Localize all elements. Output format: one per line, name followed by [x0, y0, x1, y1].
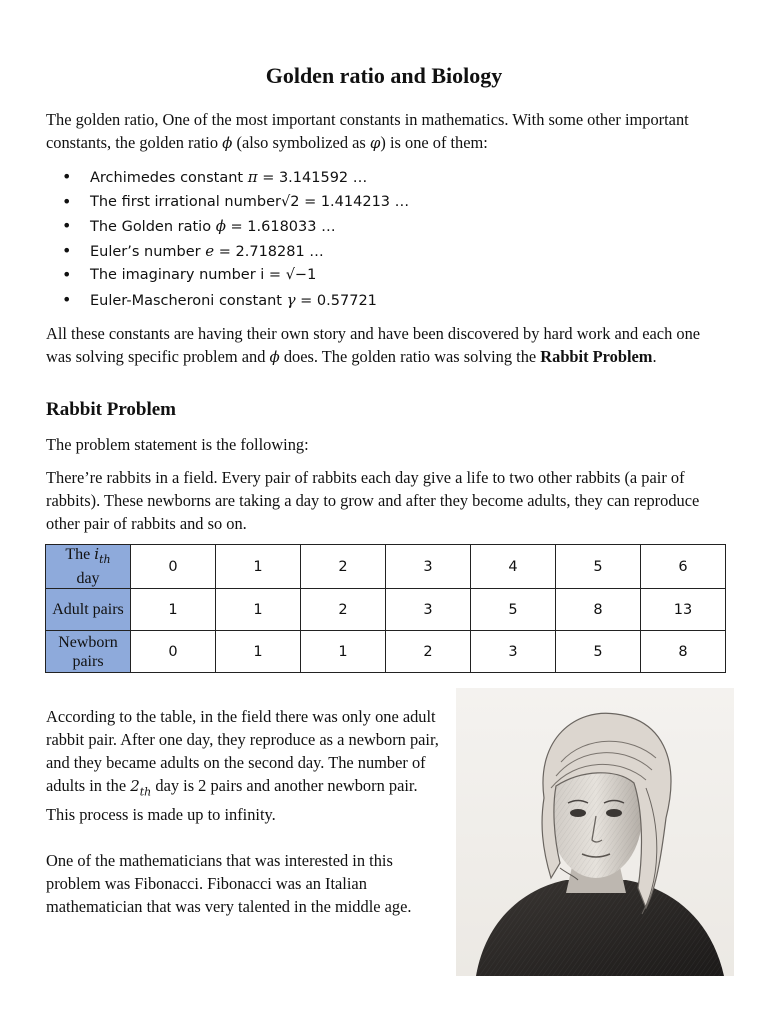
table-cell: 2 [386, 631, 471, 673]
story-text: does. The golden ratio was solving the [279, 347, 541, 366]
constant-value: = 0.57721 [295, 292, 377, 309]
constants-list [62, 165, 409, 313]
constant-symbol: ϕ [215, 217, 226, 236]
table-cell: 1 [216, 631, 301, 673]
ordinal-sub: th [139, 785, 152, 799]
table-cell: 3 [386, 545, 471, 589]
table-cell: 2 [301, 545, 386, 589]
constant-symbol: e [205, 241, 215, 260]
table-cell: 13 [641, 589, 726, 631]
list-item [62, 263, 409, 288]
list-item [62, 214, 409, 239]
intro-paragraph [46, 108, 726, 155]
story-paragraph [46, 322, 726, 369]
table-row [46, 589, 726, 631]
rabbit-table [45, 544, 726, 673]
constant-symbol: √−1 [285, 267, 317, 284]
row-header-day [46, 545, 131, 589]
table-cell: 5 [471, 589, 556, 631]
constant-label: Euler’s number [90, 243, 206, 260]
table-cell: 0 [131, 545, 216, 589]
ordinal-math: 2 [130, 777, 140, 795]
list-item [62, 288, 409, 313]
row-header-newborn: Newborn pairs [46, 631, 131, 673]
constant-symbol: γ [286, 290, 296, 309]
constant-label: The imaginary number i = [90, 267, 286, 284]
row-header-adult: Adult pairs [46, 589, 131, 631]
table-cell: 8 [641, 631, 726, 673]
constant-value: = 2.718281 … [214, 243, 324, 260]
story-text: . [652, 347, 657, 366]
section-heading: Rabbit Problem [46, 399, 177, 420]
explanation-text: day is 2 pairs and another newborn pair. This process is made up to infinity. [46, 776, 418, 825]
header-sub: th [99, 553, 111, 567]
table-cell: 5 [556, 631, 641, 673]
table-cell: 8 [556, 589, 641, 631]
constant-value: = 1.618033 … [225, 219, 336, 236]
table-cell: 1 [301, 631, 386, 673]
table-cell: 6 [641, 545, 726, 589]
fibonacci-paragraph: One of the mathematicians that was interested in this problem was Fibonacci. Fibonacci was an Italian mathematician that was very talented in the middle age. [46, 851, 412, 916]
intro-text: (also symbolized as [232, 133, 370, 152]
constant-symbol: √2 [281, 193, 300, 210]
header-text: day [76, 570, 100, 588]
table-row [46, 631, 726, 673]
table-cell: 5 [556, 545, 641, 589]
intro-text: The golden ratio, One of the most important constants in mathematics. With some other important constants, the golden ratio [46, 110, 689, 152]
problem-statement: There’re rabbits in a field. Every pair of rabbits each day give a life to two other rabbits (a pair of rabbits). These newborns are taking a day to grow and after they become adults, they can reproduce other pair of rabbits and so on. [46, 468, 700, 533]
constant-value: = 1.414213 … [299, 193, 410, 210]
header-text: The [65, 546, 95, 563]
constant-symbol: π [247, 168, 258, 186]
list-item [62, 239, 409, 264]
varphi-symbol: φ [369, 134, 381, 152]
constant-value: = 3.141592 … [257, 170, 368, 186]
table-cell: 2 [301, 589, 386, 631]
phi-symbol: ϕ [222, 134, 233, 152]
phi-symbol: ϕ [269, 348, 280, 366]
table-cell: 0 [131, 631, 216, 673]
table-cell: 1 [216, 545, 301, 589]
fibonacci-portrait [456, 688, 734, 976]
explanation-text: According to the table, in the field there was only one adult rabbit pair. After one day, they reproduce as a newborn pair, and they became adults on the second day. The number of adults in the [46, 707, 439, 795]
constant-label: Archimedes constant [90, 170, 248, 186]
list-item [62, 190, 409, 215]
problem-intro: The problem statement is the following: [46, 435, 309, 454]
constant-label: The Golden ratio [90, 219, 216, 236]
page-title: Golden ratio and Biology [265, 63, 503, 88]
table-row [46, 545, 726, 589]
explanation-paragraph [46, 705, 441, 826]
rabbit-problem-bold: Rabbit Problem [540, 347, 653, 366]
table-cell: 3 [386, 589, 471, 631]
table-cell: 1 [131, 589, 216, 631]
list-item [62, 165, 409, 190]
intro-text: ) is one of them: [380, 133, 488, 152]
header-math: i [94, 545, 100, 563]
table-cell: 3 [471, 631, 556, 673]
constant-label: The first irrational number [90, 193, 281, 210]
story-text: All these constants are having their own story and have been discovered by hard work and each one was solving specific problem and [46, 324, 701, 366]
table-cell: 1 [216, 589, 301, 631]
constant-label: Euler-Mascheroni constant [90, 292, 287, 309]
table-cell: 4 [471, 545, 556, 589]
